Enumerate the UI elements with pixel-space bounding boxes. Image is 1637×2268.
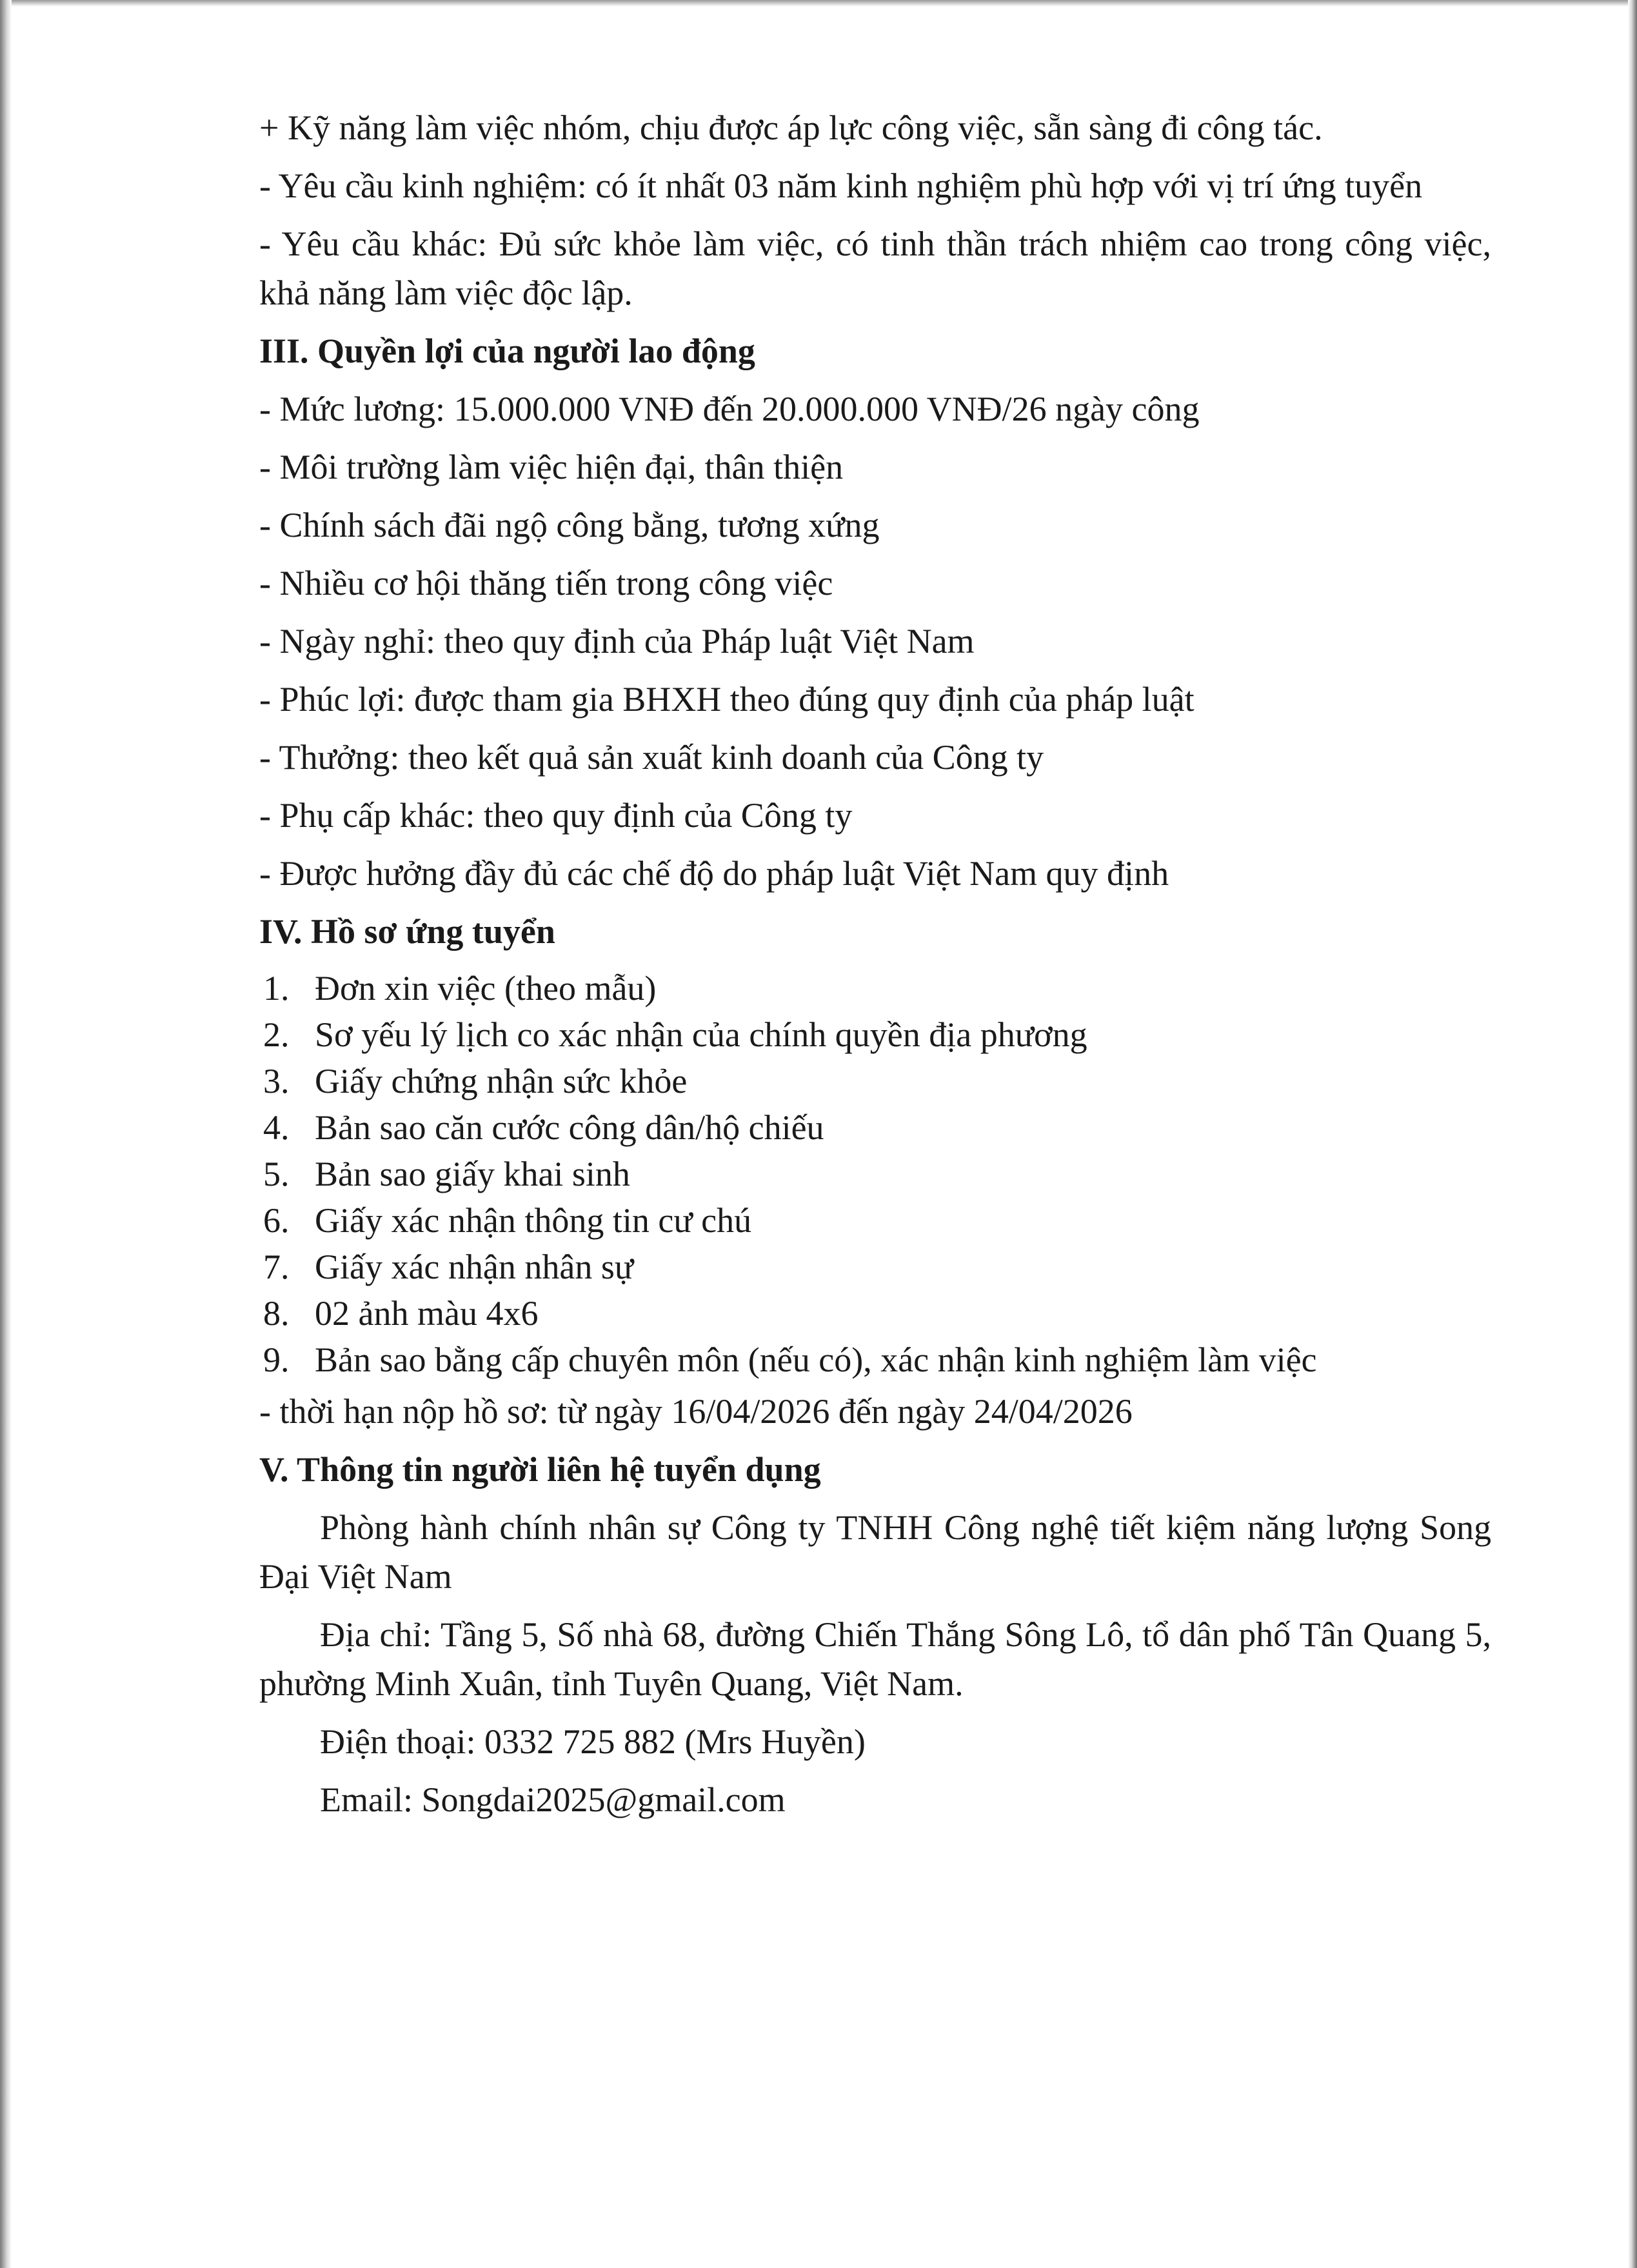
list-item	[259, 965, 1491, 1011]
benefit-item: - Thưởng: theo kết quả sản xuất kinh doanh của Công ty	[259, 738, 1044, 777]
list-item-text: Giấy xác nhận nhân sự	[315, 1248, 634, 1286]
section4-heading: IV. Hồ sơ ứng tuyển	[259, 912, 555, 951]
contact-address: Địa chỉ: Tầng 5, Số nhà 68, đường Chiến Thắng Sông Lô, tổ dân phố Tân Quang 5, phường Minh Xuân, tỉnh Tuyên Quang, Việt Nam.	[259, 1615, 1491, 1703]
list-item	[259, 1337, 1491, 1383]
list-item-number: 7.	[263, 1248, 290, 1286]
list-item	[259, 1011, 1491, 1058]
benefit-item: - Được hưởng đầy đủ các chế độ do pháp luật Việt Nam quy định	[259, 854, 1169, 893]
list-item-number: 4.	[263, 1108, 290, 1147]
benefit-item: - Phụ cấp khác: theo quy định của Công ty	[259, 796, 853, 835]
scan-edge-right	[1628, 0, 1637, 2268]
section3-heading: III. Quyền lợi của người lao động	[259, 332, 755, 370]
list-item-text: Bản sao giấy khai sinh	[315, 1155, 630, 1193]
list-item-text: Đơn xin việc (theo mẫu)	[315, 969, 657, 1008]
scan-edge-left	[0, 0, 12, 2268]
list-item	[259, 1197, 1491, 1244]
list-item-number: 8.	[263, 1294, 290, 1333]
benefit-item: - Phúc lợi: được tham gia BHXH theo đúng quy định của pháp luật	[259, 680, 1195, 719]
list-item-text: Bản sao bằng cấp chuyên môn (nếu có), xác nhận kinh nghiệm làm việc	[315, 1340, 1317, 1379]
benefit-item: - Nhiều cơ hội thăng tiến trong công việc	[259, 564, 833, 602]
list-item	[259, 1244, 1491, 1290]
list-item-text: Giấy xác nhận thông tin cư chú	[315, 1201, 752, 1240]
scan-edge-top	[0, 0, 1637, 6]
application-documents-list	[259, 965, 1491, 1383]
contact-email: Email: Songdai2025@gmail.com	[320, 1780, 786, 1819]
benefit-item: - Môi trường làm việc hiện đại, thân thiện	[259, 448, 844, 486]
section5-heading: V. Thông tin người liên hệ tuyển dụng	[259, 1450, 821, 1489]
contact-phone: Điện thoại: 0332 725 882 (Mrs Huyền)	[320, 1722, 866, 1761]
list-item-number: 2.	[263, 1015, 290, 1054]
list-item	[259, 1151, 1491, 1197]
list-item-text: Giấy chứng nhận sức khỏe	[315, 1062, 688, 1100]
benefit-item: - Chính sách đãi ngộ công bằng, tương xứng	[259, 506, 880, 544]
list-item-text: Sơ yếu lý lịch co xác nhận của chính quyền địa phương	[315, 1015, 1087, 1054]
list-item	[259, 1058, 1491, 1104]
list-item-number: 6.	[263, 1201, 290, 1240]
other-requirement: - Yêu cầu khác: Đủ sức khỏe làm việc, có tinh thần trách nhiệm cao trong công việc, khả năng làm việc độc lập.	[259, 224, 1491, 312]
benefit-item: - Ngày nghỉ: theo quy định của Pháp luật Việt Nam	[259, 622, 975, 661]
list-item-number: 3.	[263, 1062, 290, 1100]
list-item	[259, 1104, 1491, 1151]
experience-requirement: - Yêu cầu kinh nghiệm: có ít nhất 03 năm kinh nghiệm phù hợp với vị trí ứng tuyển	[259, 166, 1423, 205]
list-item-number: 5.	[263, 1155, 290, 1193]
submission-deadline: - thời hạn nộp hồ sơ: từ ngày 16/04/2026 đến ngày 24/04/2026	[259, 1392, 1133, 1431]
list-item-text: 02 ảnh màu 4x6	[315, 1294, 539, 1333]
contact-department: Phòng hành chính nhân sự Công ty TNHH Công nghệ tiết kiệm năng lượng Song Đại Việt Nam	[259, 1508, 1491, 1596]
list-item-number: 1.	[263, 969, 290, 1008]
document-page	[259, 103, 1491, 1833]
list-item-number: 9.	[263, 1340, 290, 1379]
benefit-item: - Mức lương: 15.000.000 VNĐ đến 20.000.000 VNĐ/26 ngày công	[259, 390, 1200, 428]
skill-line: + Kỹ năng làm việc nhóm, chịu được áp lực công việc, sẵn sàng đi công tác.	[259, 108, 1323, 147]
list-item-text: Bản sao căn cước công dân/hộ chiếu	[315, 1108, 824, 1147]
list-item	[259, 1290, 1491, 1337]
